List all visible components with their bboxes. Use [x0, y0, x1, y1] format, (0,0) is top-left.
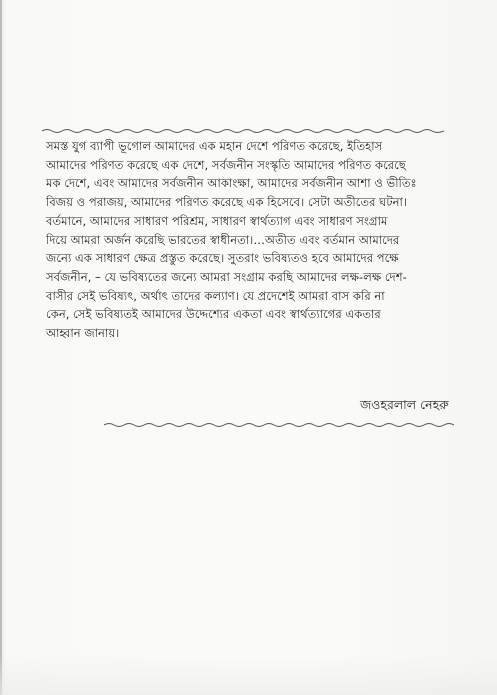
quote-author: জওহরলাল নেহরু: [360, 397, 449, 412]
page-bottom-shade: [0, 654, 497, 695]
quote-line-3: মক দেশে, এবং আমাদের সর্বজনীন আকাংক্ষা, আমাদের সর্বজনীন আশা ও ভীতিঃ: [46, 176, 417, 191]
quote-line-2: আমাদের পরিণত করেছে এক দেশে, সর্বজনীন সংস্কৃতি আমাদের পরিণত করেছে: [46, 157, 406, 172]
page-left-edge: [0, 0, 2, 695]
quote-line-4: বিজয় ও পরাজয়, আমাদের পরিণত করেছে এক হিসেবে। সেটা অতীতের ঘটনা।: [46, 195, 408, 210]
quote-paragraph: [46, 137, 466, 343]
quote-line-7: জন্যে এক সাধারণ ক্ষেত্র প্রস্তুত করেছে। সুতরাং ভবিষ্যতও হবে আমাদের পক্ষে: [46, 251, 399, 266]
quote-line-1: সমস্ত যুগ ব্যাপী ভূগোল আমাদের এক মহান দেশে পরিণত করেছে, ইতিহাস: [46, 139, 383, 153]
quote-line-6: দিয়ে আমরা অর্জন করেছি ভারতের স্বাধীনতা।…অতীত এবং বর্তমান আমাদের: [46, 232, 400, 247]
top-wavy-rule: [42, 126, 444, 136]
quote-line-5: বর্তমানে, আমাদের সাধারণ পরিশ্রম, সাধারণ স্বার্থত্যাগ এবং সাধারণ সংগ্রাম: [46, 213, 388, 228]
quote-line-10: কেন, সেই ভবিষ্যতই আমাদের উদ্দেশ্যের একতা এবং স্বার্থত্যাগের একতার: [46, 307, 381, 322]
bottom-wavy-rule: [104, 420, 454, 430]
quote-line-8: সর্বজনীন, – যে ভবিষ্যতের জন্যে আমরা সংগ্রাম করছি আমাদের লক্ষ-লক্ষ দেশ-: [46, 269, 407, 284]
quote-line-11: আহ্বান জানায়।: [46, 326, 120, 341]
quote-line-9: বাসীর সেই ভবিষ্যৎ, অর্থাৎ তাদের কল্যাণ। যে প্রদেশেই আমরা বাস করি না: [46, 288, 385, 303]
